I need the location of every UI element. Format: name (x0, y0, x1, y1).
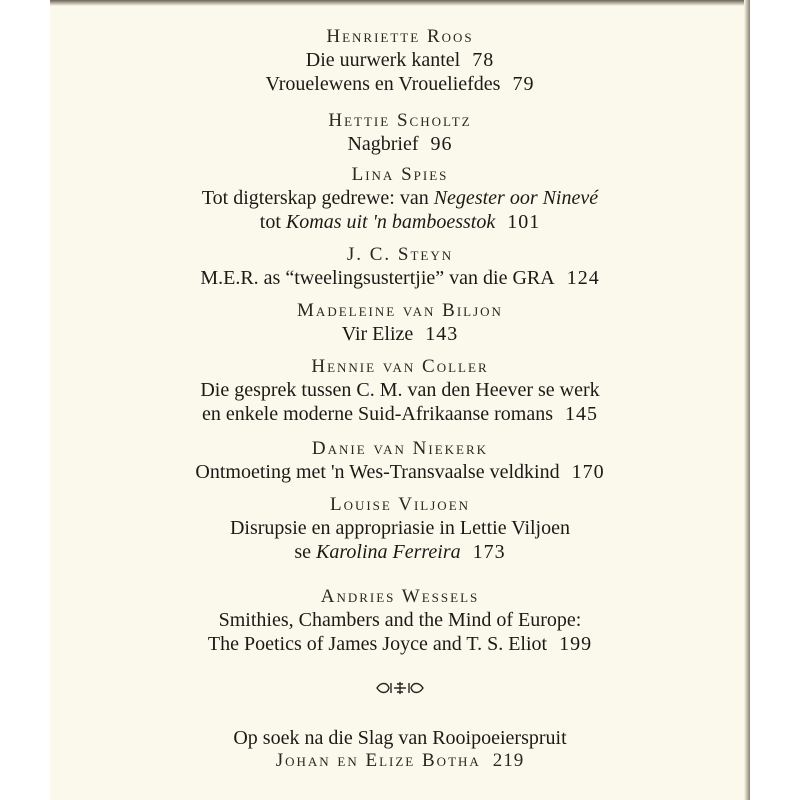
toc-entry-wessels (50, 586, 750, 656)
essay-title: Tot digterskap gedrewe: van (201, 187, 434, 209)
essay-title: tot (259, 211, 286, 233)
essay-title-italic: Negester oor Ninevé (433, 187, 599, 209)
toc-line (50, 72, 750, 96)
page-number: 79 (512, 73, 535, 95)
author-name: Madeleine van Biljon (297, 300, 503, 321)
essay-title: Disrupsie en appropriasie in Lettie Viljoen (229, 517, 570, 539)
toc-line (50, 460, 750, 484)
page-top-shadow (50, 0, 750, 6)
author-name: Lina Spies (351, 164, 449, 185)
toc-entry-van-coller (50, 356, 750, 426)
toc-line (50, 516, 750, 540)
toc-line (50, 608, 750, 632)
page-number: 143 (425, 323, 459, 345)
essay-title: Vrouelewens en Vroueliefdes (265, 73, 501, 95)
fleuron-ornament-icon (375, 680, 425, 696)
page-number: 170 (571, 461, 605, 483)
author-name: Louise Viljoen (329, 494, 471, 515)
essay-title-italic: Karolina Ferreira (316, 541, 461, 563)
toc-line (50, 322, 750, 346)
toc-line (50, 210, 750, 234)
page-number: 145 (565, 403, 598, 425)
essay-title: Op soek na die Slag van Rooipoeierspruit (233, 727, 567, 749)
toc-line (50, 540, 750, 564)
page-number: 96 (430, 133, 453, 155)
toc-entry-botha (50, 726, 750, 772)
toc-line (50, 378, 750, 402)
toc-line (50, 132, 750, 156)
author-name: Andries Wessels (320, 586, 480, 607)
page-number: 173 (472, 541, 506, 563)
page-number: 124 (566, 267, 600, 289)
toc-line (50, 186, 750, 210)
author-name: Hennie van Coller (311, 356, 489, 377)
toc-entry-steyn (50, 244, 750, 290)
essay-title: Smithies, Chambers and the Mind of Europe: (218, 609, 582, 631)
author-name: Johan en Elize Botha (275, 750, 481, 771)
essay-title: se (294, 541, 317, 563)
essay-title: M.E.R. as “tweelingsustertjie” van die GRA (200, 267, 555, 289)
toc-line (50, 48, 750, 72)
page-number: 78 (472, 49, 495, 71)
toc-line (50, 632, 750, 656)
author-name: Henriette Roos (326, 26, 474, 47)
toc-line (50, 750, 750, 772)
page-number: 199 (559, 633, 593, 655)
page-number: 101 (507, 211, 541, 233)
page-number: 219 (492, 750, 525, 771)
essay-title: Nagbrief (347, 133, 419, 155)
toc-entry-van-biljon (50, 300, 750, 346)
toc-entry-viljoen (50, 494, 750, 564)
toc-entry-scholtz (50, 110, 750, 156)
toc-line (50, 266, 750, 290)
toc-entry-roos (50, 26, 750, 96)
essay-title: Die gesprek tussen C. M. van den Heever se werk (200, 379, 600, 401)
toc-entry-spies (50, 164, 750, 234)
author-name: Hettie Scholtz (328, 110, 472, 131)
essay-title: The Poetics of James Joyce and T. S. Eliot (207, 633, 548, 655)
author-name: Danie van Niekerk (311, 438, 489, 459)
essay-title-italic: Komas uit 'n bamboesstok (285, 211, 496, 233)
essay-title: Die uurwerk kantel (305, 49, 461, 71)
author-name: J. C. Steyn (346, 244, 454, 265)
toc-entry-van-niekerk (50, 438, 750, 484)
essay-title: Ontmoeting met 'n Wes-Transvaalse veldkind (195, 461, 560, 483)
essay-title: Vir Elize (341, 323, 414, 345)
toc-line (50, 402, 750, 426)
essay-title: en enkele moderne Suid-Afrikaanse romans (202, 403, 553, 425)
